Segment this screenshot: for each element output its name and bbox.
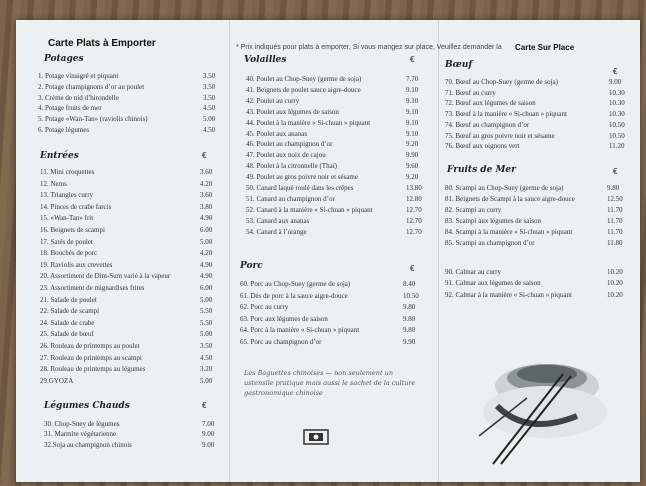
section-title-legumes: Légumes Chauds [44, 401, 130, 411]
menu-item-price: 11.70 [607, 206, 623, 214]
menu-item-price: 10.50 [609, 120, 625, 129]
menu-item-name: 70. Bœuf au Chop-Suey (germe de soja) [445, 78, 558, 86]
menu-item-price: 5.00 [200, 295, 213, 304]
menu-item-name: 84. Scampi à la manière « Si-chuan » piquant [445, 228, 573, 236]
menu-item-name: 15. «Wan-Tan» frit [40, 214, 94, 223]
menu-sheet [16, 20, 640, 482]
menu-item-price: 9.10 [406, 85, 419, 94]
menu-item-price: 11.80 [607, 239, 623, 247]
menu-item-name: 1. Potage vinaigré et piquant [38, 72, 119, 80]
menu-item-price: 3.20 [200, 365, 213, 374]
menu-item-price: 9.20 [406, 173, 419, 182]
menu-item-price: 12.50 [607, 195, 623, 203]
menu-item-price: 10.20 [607, 290, 623, 299]
menu-item-price: 5.00 [200, 330, 213, 339]
menu-item-name: 50. Canard laqué roulé dans les crêpes [246, 184, 354, 192]
menu-item-price: 10.50 [609, 131, 625, 140]
menu-item-name: 53. Canard aux ananas [246, 216, 310, 225]
menu-item-name: 71. Bœuf au curry [445, 88, 496, 97]
menu-item-price: 10.50 [403, 291, 419, 300]
section-title-volailles: Volailles [244, 55, 287, 65]
menu-item-price: 4.90 [200, 260, 213, 269]
menu-item-name: 42. Poulet au curry [246, 96, 300, 105]
ornament-icon [302, 428, 330, 446]
carte-sur-place-label: Carte Sur Place [515, 43, 575, 52]
menu-item-name: 30. Chop-Suey de légumes [44, 420, 120, 428]
currency-symbol: € [410, 264, 415, 273]
menu-item-price: 10.30 [609, 110, 625, 119]
menu-item-name: 26. Rouleau de printemps au poulet [40, 342, 140, 350]
menu-item-price: 11.70 [607, 228, 623, 236]
currency-symbol: € [202, 401, 207, 410]
chopsticks-note: Les Baguettes chinoises — non seulement un ustensile pratique mais aussi le sachet de la culture gastronomique chinoise [244, 369, 416, 397]
menu-item-name: 54. Canard à l’orange [246, 227, 307, 236]
menu-item-name: 31. Marmite végétarienne [44, 430, 117, 439]
bowl-chopsticks-illustration [467, 316, 617, 466]
menu-item-price: 3.50 [203, 93, 216, 102]
menu-item-price: 12.80 [406, 194, 422, 203]
menu-item-name: 62. Porc au curry [240, 303, 289, 311]
menu-item-name: 81. Beignets de Scampi à la sauce aigre-douce [445, 195, 575, 203]
menu-item-name: 2. Potage champignons d’or au poulet [38, 82, 145, 91]
menu-item-name: 25. Salade de bœuf [40, 330, 94, 339]
menu-item-name: 45. Poulet aux ananas [246, 129, 308, 138]
menu-item-price: 5.00 [203, 115, 216, 124]
menu-item-price: 9.80 [607, 184, 620, 192]
menu-item-name: 5. Potage «Wan-Tan» (raviolis chinois) [38, 115, 148, 124]
menu-item-price: 3.80 [200, 202, 213, 211]
menu-item-price: 7.00 [202, 420, 215, 428]
menu-item-price: 9.10 [406, 107, 419, 116]
menu-item-price: 5.00 [200, 376, 213, 385]
menu-item-name: 85. Scampi au champignon d’or [445, 239, 535, 247]
menu-item-name: 12. Nems [40, 179, 67, 188]
menu-item-price: 6.00 [200, 226, 213, 234]
menu-item-name: 47. Poulet aux noix de cajou [246, 151, 326, 160]
menu-item-price: 4.20 [200, 179, 213, 188]
column-middle [230, 20, 438, 482]
menu-item-name: 48. Poulet à la citronnelle (Thaï) [246, 162, 337, 171]
menu-item-name: 3. Crème de nid d’hirondelle [38, 93, 119, 102]
menu-item-name: 27. Rouleau de printemps au scampi [40, 353, 142, 362]
menu-item-price: 9.00 [202, 430, 215, 439]
menu-item-name: 17. Satés de poulet [40, 237, 93, 246]
menu-item-name: 46. Poulet au champignon d’or [246, 140, 333, 149]
section-title-porc: Porc [240, 261, 263, 271]
menu-item-name: 64. Porc à la manière « Si-chuan » piquant [240, 326, 360, 334]
menu-item-name: 44. Poulet à la manière « Si-chuan » piquant [246, 118, 371, 127]
menu-item-price: 4.20 [200, 249, 213, 258]
column-right [439, 20, 640, 482]
menu-item-name: 75. Bœuf au gros poivre noir et sésame [445, 131, 555, 140]
currency-symbol: € [410, 55, 415, 64]
menu-item-price: 3.60 [200, 168, 213, 176]
menu-item-price: 9.20 [406, 140, 419, 149]
menu-item-name: 23. Assortiment de mignardises frites [40, 284, 145, 292]
menu-item-name: 80. Scampi au Chop-Suey (germe de soja) [445, 184, 564, 192]
menu-item-name: 83. Scampi aux légumes de saison [445, 217, 542, 225]
menu-item-price: 9.10 [406, 118, 419, 127]
menu-item-price: 9.60 [406, 162, 419, 171]
menu-item-name: 73. Bœuf à la manière « Si-chuan » piquant [445, 110, 567, 119]
menu-item-name: 52. Canard à la manière « Si-chuan » piquant [246, 205, 373, 214]
menu-item-name: 74. Bœuf au champignon d’or [445, 120, 530, 129]
menu-item-price: 12.70 [406, 205, 422, 214]
menu-item-name: 4. Potage fruits de mer [38, 104, 102, 113]
menu-item-price: 3.50 [203, 72, 216, 80]
takeaway-price-notice: * Prix indiqués pour plats à emporter, Si vous mangez sur place, Veuillez demander la [236, 44, 502, 51]
menu-item-name: 14. Pinces de crabe farcis [40, 202, 112, 211]
menu-item-price: 9.80 [403, 314, 416, 323]
menu-item-price: 3.50 [203, 82, 216, 91]
menu-item-price: 3.50 [200, 342, 213, 350]
menu-item-name: 24. Salade de crabe [40, 318, 95, 327]
section-title-fruits-de-mer: Fruits de Mer [447, 165, 516, 175]
section-title-potages: Potages [44, 54, 84, 64]
menu-item-price: 9.10 [406, 129, 419, 138]
menu-item-price: 5.50 [200, 307, 213, 316]
menu-item-price: 12.70 [406, 216, 422, 225]
menu-item-name: 28. Rouleau de printemps au légumes [40, 365, 146, 374]
menu-item-name: 16. Beignets de scampi [40, 226, 105, 234]
menu-item-price: 9.90 [406, 151, 419, 160]
section-title-entrees: Entrées [40, 151, 79, 161]
menu-item-name: 20. Assortiment de Dim-Sum varié à la vapeur [40, 272, 171, 281]
menu-item-price: 5.50 [200, 318, 213, 327]
currency-symbol: € [613, 67, 618, 76]
menu-item-price: 10.20 [607, 279, 623, 288]
menu-item-price: 9.80 [403, 326, 416, 334]
menu-item-price: 5.00 [200, 237, 213, 246]
menu-item-name: 61. Dés de porc à la sauce aigre-douce [240, 291, 348, 300]
menu-item-name: 13. Triangles curry [40, 191, 94, 200]
menu-item-name: 76. Bœuf aux oignons vert [445, 142, 520, 151]
menu-item-price: 8.40 [403, 280, 416, 288]
menu-item-name: 11. Mini croquettes [40, 168, 95, 176]
menu-item-price: 11.70 [607, 217, 623, 225]
menu-item-name: 63. Porc aux légumes de saison [240, 314, 328, 323]
menu-item-price: 4.50 [203, 104, 216, 113]
menu-item-name: 60. Porc au Chop-Suey (germe de soja) [240, 280, 351, 288]
menu-item-price: 9.10 [406, 96, 419, 105]
menu-item-name: 92. Calmar à la manière « Si-chuan » piquant [445, 290, 572, 299]
menu-item-name: 22. Salade de scampi [40, 307, 100, 316]
menu-item-name: 6. Potage légumes [38, 126, 90, 134]
menu-item-name: 19. Raviolis aux crevettes [40, 260, 113, 269]
menu-item-price: 12.70 [406, 227, 422, 236]
menu-item-name: 41. Beignets de poulet sauce aigre-douce [246, 85, 361, 94]
menu-item-price: 4.50 [200, 353, 213, 362]
menu-item-name: 40. Poulet au Chop-Suey (germe de soja) [246, 75, 362, 83]
menu-item-price: 9.00 [202, 440, 215, 449]
menu-item-name: 49. Poulet au gros poivre noir et sésame [246, 173, 358, 182]
menu-item-price: 3.60 [200, 191, 213, 200]
currency-symbol: € [202, 151, 207, 160]
menu-item-name: 72. Bœuf aux légumes de saison [445, 99, 536, 108]
menu-item-price: 10.30 [609, 88, 625, 97]
menu-item-name: 32.Soja au champignon chinois [44, 440, 132, 449]
menu-item-name: 90. Calmar au curry [445, 268, 501, 276]
menu-item-price: 10.30 [609, 99, 625, 108]
menu-item-price: 4.90 [200, 272, 213, 281]
menu-title: Carte Plats à Emporter [48, 38, 156, 49]
menu-item-name: 51. Canard au champignon d’or [246, 194, 335, 203]
menu-item-price: 9.00 [609, 78, 622, 86]
menu-item-price: 10.20 [607, 268, 623, 276]
menu-item-name: 82. Scampi au curry [445, 206, 502, 214]
menu-item-name: 21. Salade de poulet [40, 295, 97, 304]
menu-item-name: 43. Poulet aux légumes de saison [246, 107, 339, 116]
menu-item-price: 7.70 [406, 75, 419, 83]
menu-item-name: 18. Bouchés de porc [40, 249, 98, 258]
menu-item-price: 9.90 [403, 337, 416, 346]
column-left [16, 20, 229, 482]
menu-item-price: 4.90 [200, 214, 213, 223]
menu-item-price: 4.50 [203, 126, 216, 134]
menu-item-price: 11.20 [609, 142, 625, 151]
menu-item-name: 65. Porc au champignon d’or [240, 337, 322, 346]
menu-item-name: 91. Calmar aux légumes de saison [445, 279, 541, 288]
menu-item-price: 9.80 [403, 303, 416, 311]
menu-item-price: 6.00 [200, 284, 213, 292]
section-title-boeuf: Bœuf [445, 60, 473, 70]
menu-item-name: 29.GYOZA [40, 376, 74, 385]
currency-symbol: € [613, 167, 618, 176]
menu-item-price: 13.80 [406, 184, 422, 192]
